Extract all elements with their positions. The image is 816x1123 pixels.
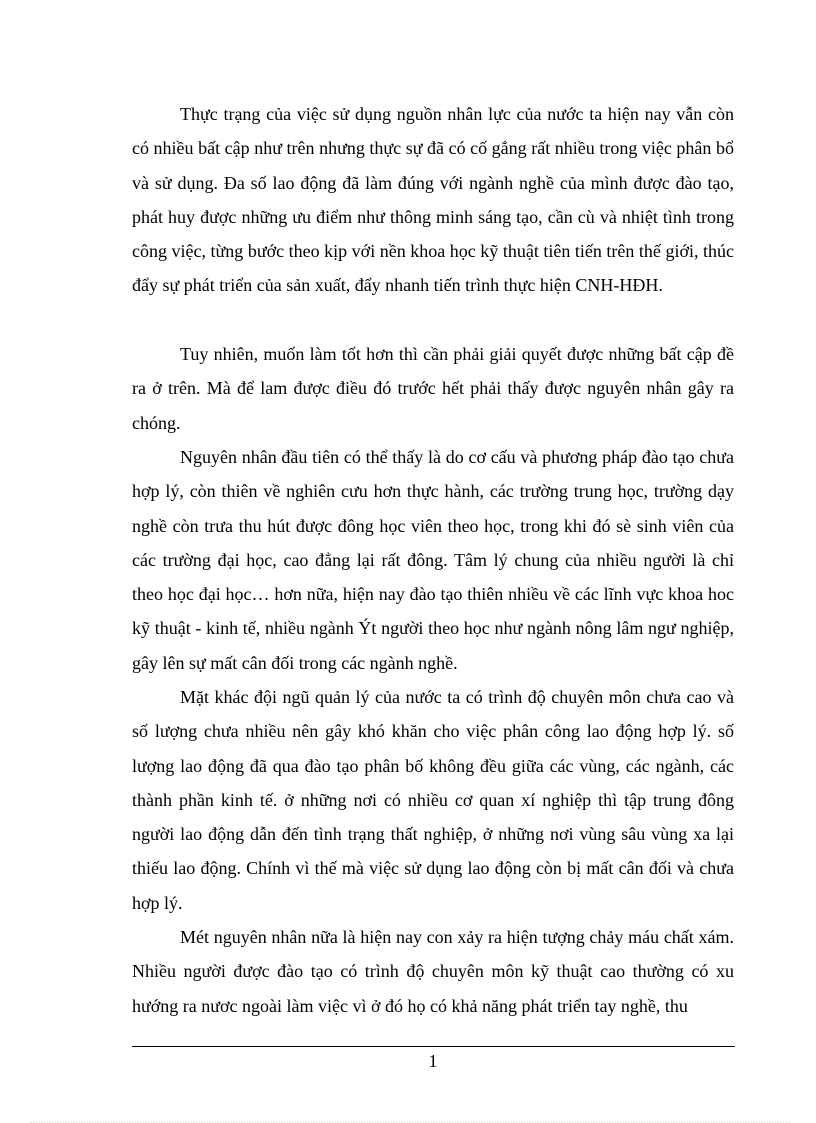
footer-divider xyxy=(132,1046,735,1047)
page-number: 1 xyxy=(428,1051,438,1071)
body-paragraph: Nguyên nhân đầu tiên có thể thấy là do cơ cấu và phương pháp đào tạo chưa hợp lý, còn thiên về nghiên cưu hơn thực hành, các trường trung học, trường dạy nghề còn trưa thu hút được đông học viên theo học, trong khi đó sè sinh viên của các trường đại học, cao đẳng lại rất đông. Tâm lý chung của nhiều người là chỉ theo học đại học… hơn nữa, hiện nay đào tạo thiên nhiều về các lĩnh vực khoa hoc kỹ thuật - kinh tế, nhiều ngành Ýt người theo học như ngành nông lâm ngư nghiệp, gây lên sự mất cân đối trong các ngành nghề. xyxy=(132,447,734,673)
body-paragraph: Mặt khác đội ngũ quản lý của nước ta có trình độ chuyên môn chưa cao và số lượng chưa nhiều nên gây khó khăn cho việc phân công lao động hợp lý. số lượng lao động đã qua đào tạo phân bố không đều giữa các vùng, các ngành, các thành phần kinh tế. ở những nơi có nhiều cơ quan xí nghiệp thì tập trung đông người lao động dẫn đến tình trạng thất nghiệp, ở những nơi vùng sâu vùng xa lại thiếu lao động. Chính vì thế mà việc sử dụng lao động còn bị mất cân đối và chưa hợp lý. xyxy=(132,687,734,913)
body-paragraph: Thực trạng của việc sử dụng nguồn nhân lực của nước ta hiện nay vẫn còn có nhiều bất cập như trên nhưng thực sự đã có cố gắng rất nhiều trong việc phân bổ và sử dụng. Đa số lao động đã làm đúng với ngành nghề của mình được đào tạo, phát huy được những ưu điểm như thông minh sáng tạo, cần cù và nhiệt tình trong công việc, từng bước theo kịp với nền khoa học kỹ thuật tiên tiến trên thế giới, thúc đẩy sự phát triển của sản xuất, đẩy nhanh tiến trình thực hiện CNH-HĐH. xyxy=(132,104,734,296)
body-paragraph: Tuy nhiên, muốn làm tốt hơn thì cần phải giải quyết được những bất cập đề ra ở trên. Mà để lam được điều đó trước hết phải thấy được nguyên nhân gây ra chóng. xyxy=(132,344,734,433)
body-paragraph: Mét nguyên nhân nữa là hiện nay con xảy ra hiện tượng chảy máu chất xám. Nhiều người được đào tạo có trình độ chuyên môn kỹ thuật cao thường có xu hướng ra nươc ngoài làm việc vì ở đó họ có khả năng phát triển tay nghề, thu xyxy=(132,927,734,1016)
